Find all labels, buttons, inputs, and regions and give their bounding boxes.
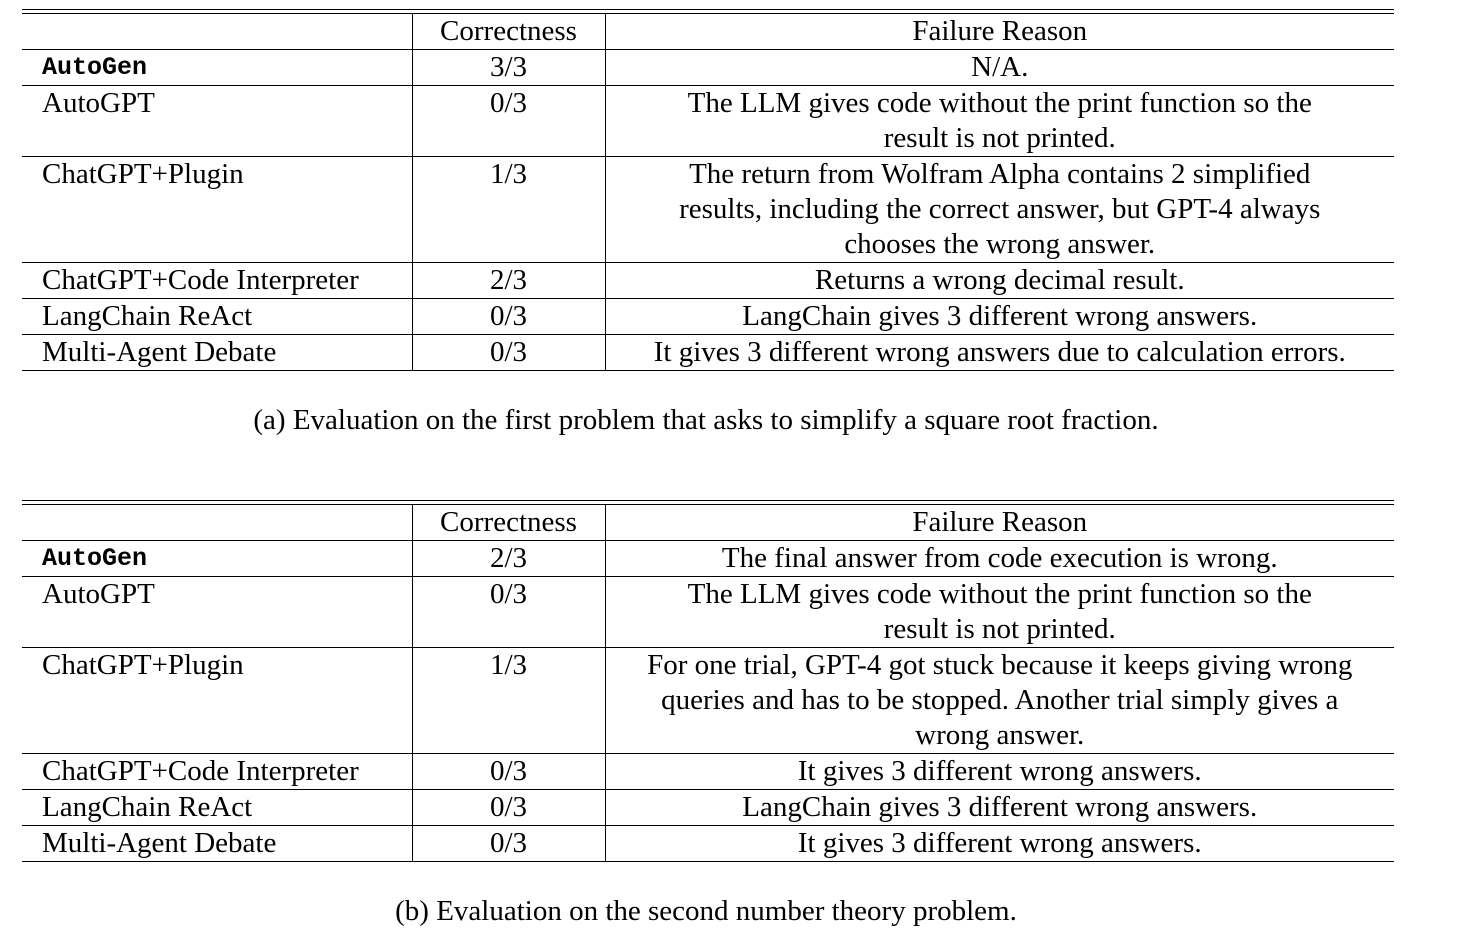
table-row xyxy=(22,86,1394,157)
system-name: LangChain ReAct xyxy=(42,791,253,823)
correctness-cell: 0/3 xyxy=(412,299,605,335)
table-row xyxy=(22,263,1394,299)
system-name: AutoGen xyxy=(42,53,148,82)
system-name: Multi-Agent Debate xyxy=(42,827,277,859)
failure-reason-cell: The LLM gives code without the print function so the result is not printed. xyxy=(687,87,1312,154)
failure-reason-cell: The return from Wolfram Alpha contains 2 simplified results, including the correct answer, but GPT-4 always chooses the wrong answer. xyxy=(679,158,1321,260)
correctness-cell: 0/3 xyxy=(412,754,605,790)
table-row xyxy=(22,541,1394,577)
table-row xyxy=(22,754,1394,790)
table-row xyxy=(22,826,1394,862)
table-row xyxy=(22,790,1394,826)
evaluation-table-b xyxy=(22,505,1394,862)
correctness-cell: 0/3 xyxy=(412,790,605,826)
correctness-cell: 2/3 xyxy=(412,541,605,577)
header-correctness: Correctness xyxy=(412,14,605,50)
system-name: AutoGPT xyxy=(42,87,155,119)
correctness-cell: 1/3 xyxy=(412,648,605,754)
correctness-cell: 0/3 xyxy=(412,577,605,648)
table-b-block xyxy=(22,500,1394,862)
failure-reason-cell: For one trial, GPT-4 got stuck because it keeps giving wrong queries and has to be stopped. Another trial simply gives a wrong answer. xyxy=(647,649,1353,751)
correctness-cell: 1/3 xyxy=(412,157,605,263)
system-name: ChatGPT+Plugin xyxy=(42,158,244,190)
table-b-caption: (b) Evaluation on the second number theory problem. xyxy=(395,895,1017,927)
system-name: ChatGPT+Code Interpreter xyxy=(42,264,359,296)
failure-reason-cell: LangChain gives 3 different wrong answers. xyxy=(742,300,1258,332)
failure-reason-cell: LangChain gives 3 different wrong answers. xyxy=(742,791,1258,823)
table-row xyxy=(22,299,1394,335)
evaluation-table-a xyxy=(22,14,1394,371)
table-a-block xyxy=(22,9,1394,371)
header-blank xyxy=(22,505,412,541)
table-row xyxy=(22,335,1394,371)
system-name: AutoGPT xyxy=(42,578,155,610)
failure-reason-cell: N/A. xyxy=(971,51,1029,83)
system-name: Multi-Agent Debate xyxy=(42,336,277,368)
table-a-caption: (a) Evaluation on the first problem that asks to simplify a square root fraction. xyxy=(253,404,1159,436)
system-name: ChatGPT+Plugin xyxy=(42,649,244,681)
header-failure-reason: Failure Reason xyxy=(912,506,1088,538)
header-row xyxy=(22,14,1394,50)
header-correctness: Correctness xyxy=(412,505,605,541)
table-row xyxy=(22,50,1394,86)
header-row xyxy=(22,505,1394,541)
failure-reason-cell: It gives 3 different wrong answers. xyxy=(797,827,1202,859)
correctness-cell: 0/3 xyxy=(412,335,605,371)
table-row xyxy=(22,157,1394,263)
correctness-cell: 0/3 xyxy=(412,826,605,862)
system-name: ChatGPT+Code Interpreter xyxy=(42,755,359,787)
table-row xyxy=(22,648,1394,754)
failure-reason-cell: It gives 3 different wrong answers due to calculation errors. xyxy=(653,336,1346,368)
correctness-cell: 0/3 xyxy=(412,86,605,157)
header-failure-reason: Failure Reason xyxy=(912,15,1088,47)
failure-reason-cell: The LLM gives code without the print function so the result is not printed. xyxy=(687,578,1312,645)
correctness-cell: 3/3 xyxy=(412,50,605,86)
failure-reason-cell: It gives 3 different wrong answers. xyxy=(797,755,1202,787)
failure-reason-cell: Returns a wrong decimal result. xyxy=(814,264,1185,296)
failure-reason-cell: The final answer from code execution is wrong. xyxy=(721,542,1278,574)
correctness-cell: 2/3 xyxy=(412,263,605,299)
table-row xyxy=(22,577,1394,648)
system-name: LangChain ReAct xyxy=(42,300,253,332)
system-name: AutoGen xyxy=(42,544,148,573)
header-blank xyxy=(22,14,412,50)
